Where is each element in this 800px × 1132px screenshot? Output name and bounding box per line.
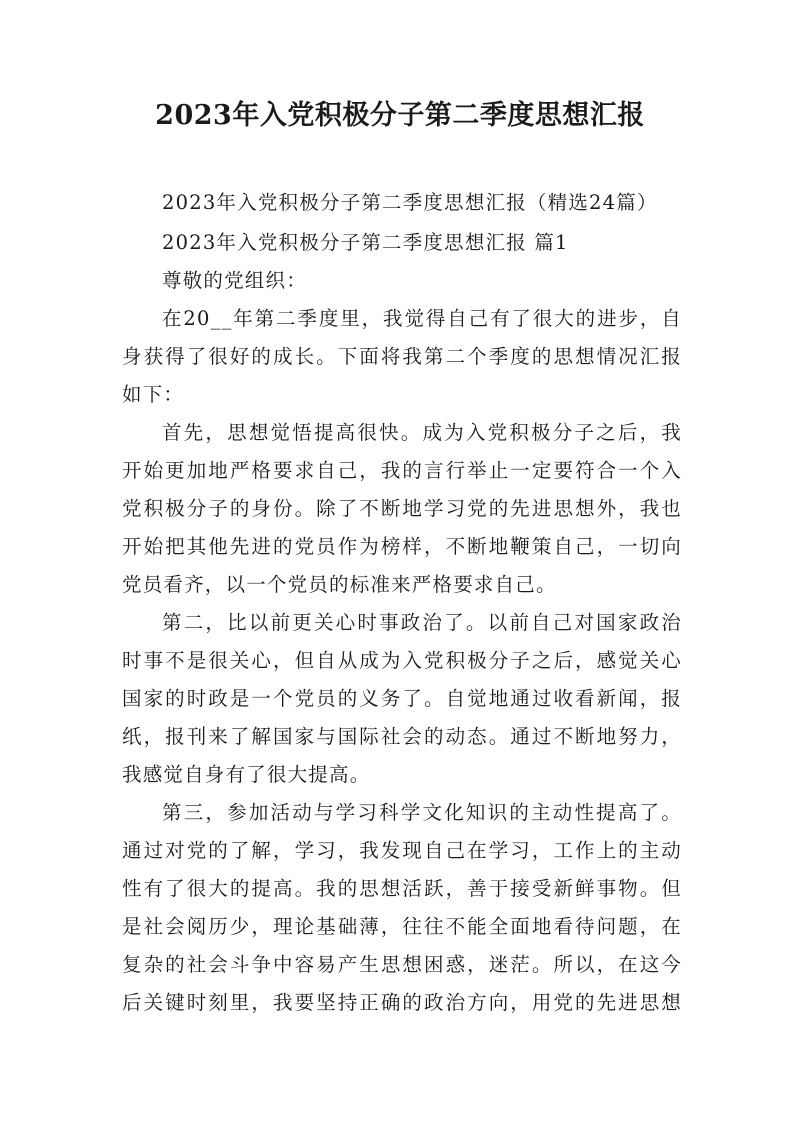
paragraph-line: 第二，比以前更关心时事政治了。以前自己对国家政治 [162,611,682,634]
document-title: 2023年入党积极分子第二季度思想汇报 [155,100,645,131]
salutation: 尊敬的党组织： [162,269,307,292]
paragraph-line: 身获得了很好的成长。下面将我第二个季度的思想情况汇报 [122,345,682,368]
paragraph-line: 开始把其他先进的党员作为榜样，不断地鞭策自己，一切向 [122,535,682,558]
paragraph-line: 复杂的社会斗争中容易产生思想困惑，迷茫。所以，在这今 [122,953,682,976]
document-subtitle: 2023年入党积极分子第二季度思想汇报（精选24篇） [162,191,658,214]
paragraph-line: 纸，报刊来了解国家与国际社会的动态。通过不断地努力， [122,725,682,748]
paragraph-line: 党员看齐，以一个党员的标准来严格要求自己。 [122,573,557,596]
paragraph-line: 通过对党的了解，学习，我发现自己在学习，工作上的主动 [122,839,682,862]
article-heading: 2023年入党积极分子第二季度思想汇报 篇1 [162,231,569,254]
paragraph-line: 后关键时刻里，我要坚持正确的政治方向，用党的先进思想 [122,991,682,1014]
paragraph-line: 国家的时政是一个党员的义务了。自觉地通过收看新闻，报 [122,687,682,710]
paragraph-line: 第三，参加活动与学习科学文化知识的主动性提高了。 [162,801,682,824]
paragraph-line: 是社会阅历少，理论基础薄，往往不能全面地看待问题，在 [122,915,682,938]
paragraph-line: 性有了很大的提高。我的思想活跃，善于接受新鲜事物。但 [122,877,682,900]
paragraph-line: 首先，思想觉悟提高很快。成为入党积极分子之后，我 [162,421,682,444]
paragraph-line: 我感觉自身有了很大提高。 [122,763,371,786]
paragraph-line: 在20__年第二季度里，我觉得自己有了很大的进步，自 [162,307,682,330]
paragraph-line: 党积极分子的身份。除了不断地学习党的先进思想外，我也 [122,497,682,520]
paragraph-line: 时事不是很关心，但自从成为入党积极分子之后，感觉关心 [122,649,682,672]
paragraph-line: 如下： [122,383,185,406]
paragraph-line: 开始更加地严格要求自己，我的言行举止一定要符合一个入 [122,459,682,482]
